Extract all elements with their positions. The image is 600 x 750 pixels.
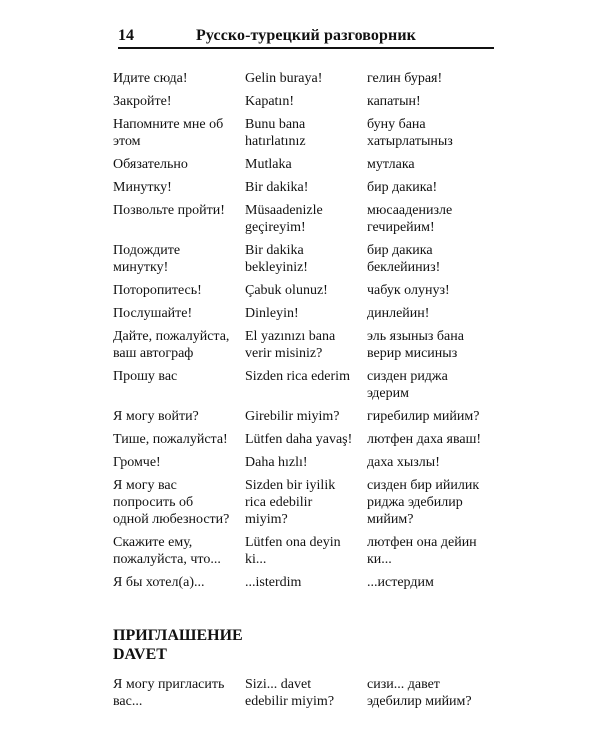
turkish-phrase: Girebilir miyim?: [245, 409, 340, 424]
russian-phrase: Послушайте!: [113, 306, 193, 321]
russian-phrase: Я бы хотел(а)...: [113, 575, 205, 590]
turkish-phrase: Lütfen ona deyin ki...: [245, 535, 341, 567]
phrase-row: [113, 477, 503, 528]
turkish-phrase: Bir dakika bekleyiniz!: [245, 243, 308, 275]
running-title: Русско-турецкий разговорник: [196, 27, 416, 44]
transliteration: ...истердим: [367, 575, 434, 590]
phrase-row: [113, 408, 503, 425]
turkish-phrase: ...isterdim: [245, 575, 302, 590]
russian-phrase: Тише, пожалуйста!: [113, 432, 228, 447]
turkish-phrase: Gelin buraya!: [245, 71, 323, 86]
russian-phrase: Я могу пригласить вас...: [113, 677, 225, 709]
russian-phrase: Подождите минутку!: [113, 243, 181, 275]
turkish-phrase: Daha hızlı!: [245, 455, 308, 470]
phrase-row: [113, 454, 503, 471]
transliteration: сизи... давет эдебилир мийим?: [367, 677, 472, 709]
phrase-row: [113, 242, 503, 276]
transliteration: бир дакика!: [367, 180, 438, 195]
transliteration: сизден бир ийилик риджа эдебилир мийим?: [367, 478, 480, 527]
phrase-row: [113, 328, 503, 362]
transliteration: бир дакика беклейиниз!: [367, 243, 441, 275]
russian-phrase: Идите сюда!: [113, 71, 188, 86]
phrase-row: [113, 156, 503, 173]
russian-phrase: Поторопитесь!: [113, 283, 202, 298]
russian-phrase: Минутку!: [113, 180, 172, 195]
turkish-phrase: Müsaadenizle geçireyim!: [245, 203, 323, 235]
russian-phrase: Обязательно: [113, 157, 188, 172]
page-number: 14: [118, 27, 134, 44]
russian-phrase: Я могу войти?: [113, 409, 199, 424]
transliteration: гелин бурая!: [367, 71, 443, 86]
phrase-row: [113, 70, 503, 87]
transliteration: сизден риджа эдерим: [367, 369, 448, 401]
phrase-row: [113, 368, 503, 402]
phrase-row: [113, 305, 503, 322]
russian-phrase: Закройте!: [113, 94, 172, 109]
turkish-phrase: El yazınızı bana verir misiniz?: [245, 329, 336, 361]
russian-phrase: Позвольте пройти!: [113, 203, 225, 218]
turkish-phrase: Mutlaka: [245, 157, 292, 172]
phrase-row: [113, 116, 503, 150]
russian-phrase: Я могу вас попросить об одной любезности?: [113, 478, 230, 527]
section-title-russian: ПРИГЛАШЕНИЕ: [113, 627, 243, 644]
turkish-phrase: Çabuk olunuz!: [245, 283, 328, 298]
page-header: [118, 24, 494, 50]
phrase-row: [113, 282, 503, 299]
turkish-phrase: Sizi... davet edebilir miyim?: [245, 677, 335, 709]
turkish-phrase: Dinleyin!: [245, 306, 299, 321]
turkish-phrase: Bir dakika!: [245, 180, 309, 195]
russian-phrase: Громче!: [113, 455, 161, 470]
transliteration: эль языныз бана верир мисиныз: [367, 329, 464, 361]
turkish-phrase: Kapatın!: [245, 94, 294, 109]
phrase-row: [113, 202, 503, 236]
phrase-table: [113, 70, 503, 597]
russian-phrase: Прошу вас: [113, 369, 178, 384]
turkish-phrase: Sizden rica ederim: [245, 369, 350, 384]
transliteration: капатын!: [367, 94, 421, 109]
transliteration: мюсааденизле гечирейим!: [367, 203, 453, 235]
transliteration: лютфен даха яваш!: [367, 432, 482, 447]
turkish-phrase: Sizden bir iyilik rica edebilir miyim?: [245, 478, 336, 527]
phrase-row: [113, 676, 503, 710]
phrase-row: [113, 534, 503, 568]
phrase-row: [113, 93, 503, 110]
phrase-row: [113, 574, 503, 591]
russian-phrase: Напомните мне об этом: [113, 117, 224, 149]
transliteration: даха хызлы!: [367, 455, 440, 470]
transliteration: лютфен она дейин ки...: [367, 535, 477, 567]
invitation-phrase-table: [113, 676, 503, 716]
transliteration: мутлака: [367, 157, 415, 172]
transliteration: динлейин!: [367, 306, 430, 321]
header-rule: [118, 47, 494, 49]
transliteration: буну бана хатырлатыныз: [367, 117, 453, 149]
phrase-row: [113, 179, 503, 196]
turkish-phrase: Bunu bana hatırlatınız: [245, 117, 306, 149]
russian-phrase: Скажите ему, пожалуйста, что...: [113, 535, 221, 567]
section-title-turkish: DAVET: [113, 646, 167, 663]
russian-phrase: Дайте, пожалуйста, ваш автограф: [113, 329, 230, 361]
phrase-row: [113, 431, 503, 448]
transliteration: гиребилир мийим?: [367, 409, 480, 424]
transliteration: чабук олунуз!: [367, 283, 450, 298]
turkish-phrase: Lütfen daha yavaş!: [245, 432, 353, 447]
section-heading: [113, 626, 243, 664]
